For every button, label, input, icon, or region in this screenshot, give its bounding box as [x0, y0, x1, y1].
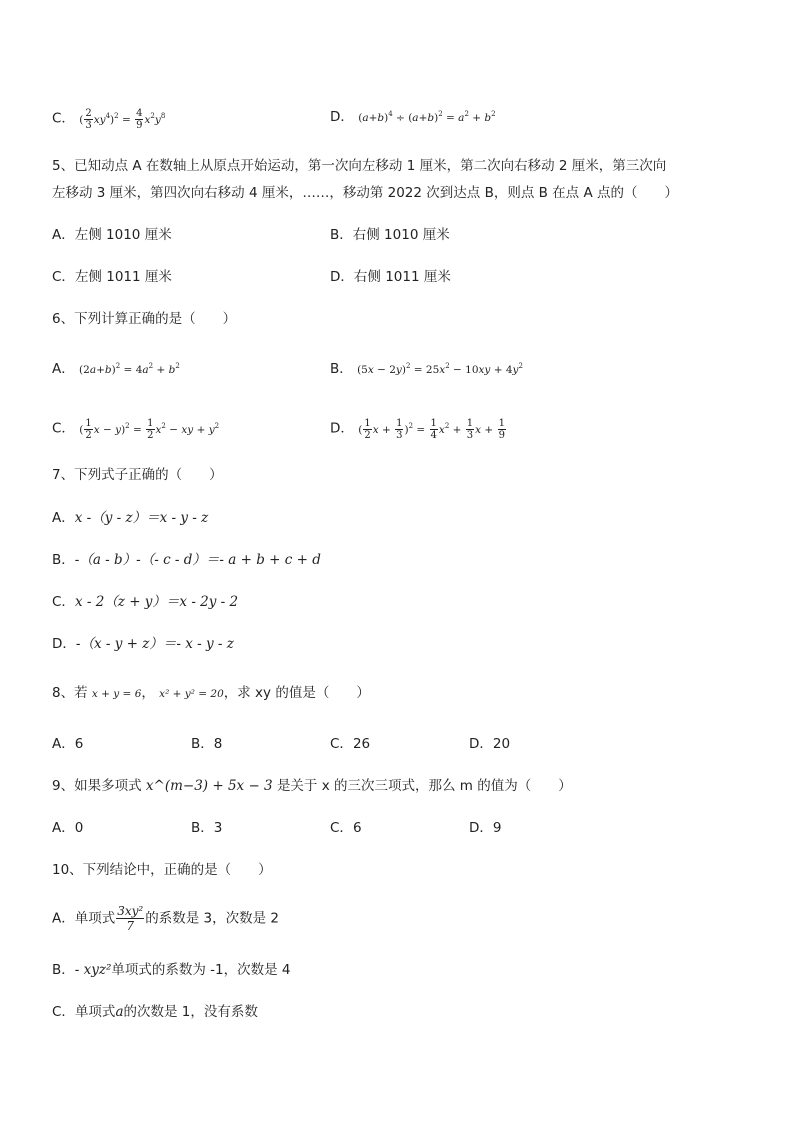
q5-option-b[interactable]: B．右侧 1010 厘米: [330, 227, 450, 243]
q9-polynomial: x^(m−3) + 5x − 3: [145, 778, 273, 794]
q4-option-d-expr: $(a+b)^4 \div (a+b)^2 = a^2 + b^2$: [358, 110, 496, 124]
q8-option-d[interactable]: D．20: [469, 736, 511, 752]
q4-option-c[interactable]: C． ( $\frac{2}{3}$ $xy^4)^2$ = $\frac{4}{9}$ $x^2y^8$: [52, 108, 166, 131]
q4-option-c-expr: ( $\frac{2}{3}$ $xy^4)^2$ = $\frac{4}{9}$ $x^2y^8$: [79, 108, 166, 131]
q7-option-a[interactable]: A．x -（y - z）＝x - y - z: [52, 510, 209, 526]
q4-option-d[interactable]: D． $(a+b)^4 \div (a+b)^2 = a^2 + b^2$: [330, 109, 496, 125]
q9-option-b[interactable]: B．3: [191, 820, 223, 836]
q8-option-c[interactable]: C．26: [330, 736, 371, 752]
q6-option-c[interactable]: C． ( $\frac{1}{2}$ x − y)$^2$ = $\frac{1}{2}$ $x^2$ − xy + $y^2$: [52, 418, 220, 441]
q9-option-a[interactable]: A．0: [52, 820, 84, 836]
q9-option-d[interactable]: D．9: [469, 820, 502, 836]
q6-option-b-expr: $(5x - 2y)^2 = 25x^2 - 10xy + 4y^2$: [357, 362, 523, 376]
q6-option-c-expr: ( $\frac{1}{2}$ x − y)$^2$ = $\frac{1}{2}$ $x^2$ − xy + $y^2$: [79, 418, 220, 441]
q6-option-a-expr: $(2a+b)^2 = 4a^2 + b^2$: [79, 362, 180, 376]
q6-option-d-expr: ( $\frac{1}{2}$ x + $\frac{1}{3}$ )$^2$ = $\frac{1}{4}$ $x^2$ + $\frac{1}{3}$ x + $\frac{1}{9}$: [358, 418, 505, 441]
q10-option-b[interactable]: B．- xyz²单项式的系数为 -1，次数是 4: [52, 962, 291, 978]
q6-option-b[interactable]: B． $(5x - 2y)^2 = 25x^2 - 10xy + 4y^2$: [330, 361, 523, 377]
q8-condition-1: x + y = 6: [91, 688, 142, 700]
q7-option-d[interactable]: D．-（x - y + z）＝- x - y - z: [52, 636, 234, 652]
q10-option-a-fraction: $\frac{\text{3xy²}}{7}$: [117, 904, 144, 933]
q10-option-a[interactable]: A．单项式 $\frac{\text{3xy²}}{7}$ 的系数是 3，次数是 2: [52, 904, 280, 933]
q7-option-c[interactable]: C．x - 2（z + y）＝x - 2y - 2: [52, 594, 239, 610]
q10-stem: 10、下列结论中，正确的是（ ）: [52, 862, 272, 878]
q7-stem: 7、下列式子正确的（ ）: [52, 467, 223, 483]
q7-option-b[interactable]: B．-（a - b）-（- c - d）＝- a + b + c + d: [52, 552, 321, 568]
q8-stem: 8、若 x + y = 6， x² + y² = 20，求 xy 的值是（ ）: [52, 685, 370, 701]
q8-option-a[interactable]: A．6: [52, 736, 84, 752]
q8-option-b[interactable]: B．8: [191, 736, 223, 752]
q5-option-d[interactable]: D．右侧 1011 厘米: [330, 269, 451, 285]
q6-option-a[interactable]: A． $(2a+b)^2 = 4a^2 + b^2$: [52, 361, 180, 377]
q9-option-c[interactable]: C．6: [330, 820, 362, 836]
q8-condition-2: x² + y² = 20: [159, 688, 224, 700]
q5-option-c[interactable]: C．左侧 1011 厘米: [52, 269, 172, 285]
q5-stem-line2: 左移动 3 厘米，第四次向右移动 4 厘米，……，移动第 2022 次到达点 B，则点 B 在点 A 点的（ ）: [52, 185, 678, 201]
q5-option-a[interactable]: A．左侧 1010 厘米: [52, 227, 172, 243]
q5-stem-line1: 5、已知动点 A 在数轴上从原点开始运动，第一次向左移动 1 厘米，第二次向右移动 2 厘米，第三次向: [52, 158, 667, 174]
q10-option-c[interactable]: C．单项式a的次数是 1，没有系数: [52, 1004, 258, 1020]
q6-stem: 6、下列计算正确的是（ ）: [52, 311, 237, 327]
q9-stem: 9、如果多项式 x^(m−3) + 5x − 3 是关于 x 的三次三项式，那么 m 的值为（ ）: [52, 778, 572, 794]
q6-option-d[interactable]: D． ( $\frac{1}{2}$ x + $\frac{1}{3}$ )$^2$ = $\frac{1}{4}$ $x^2$ + $\frac{1}{3}$ x + $\frac{1}{9}$: [330, 418, 505, 441]
